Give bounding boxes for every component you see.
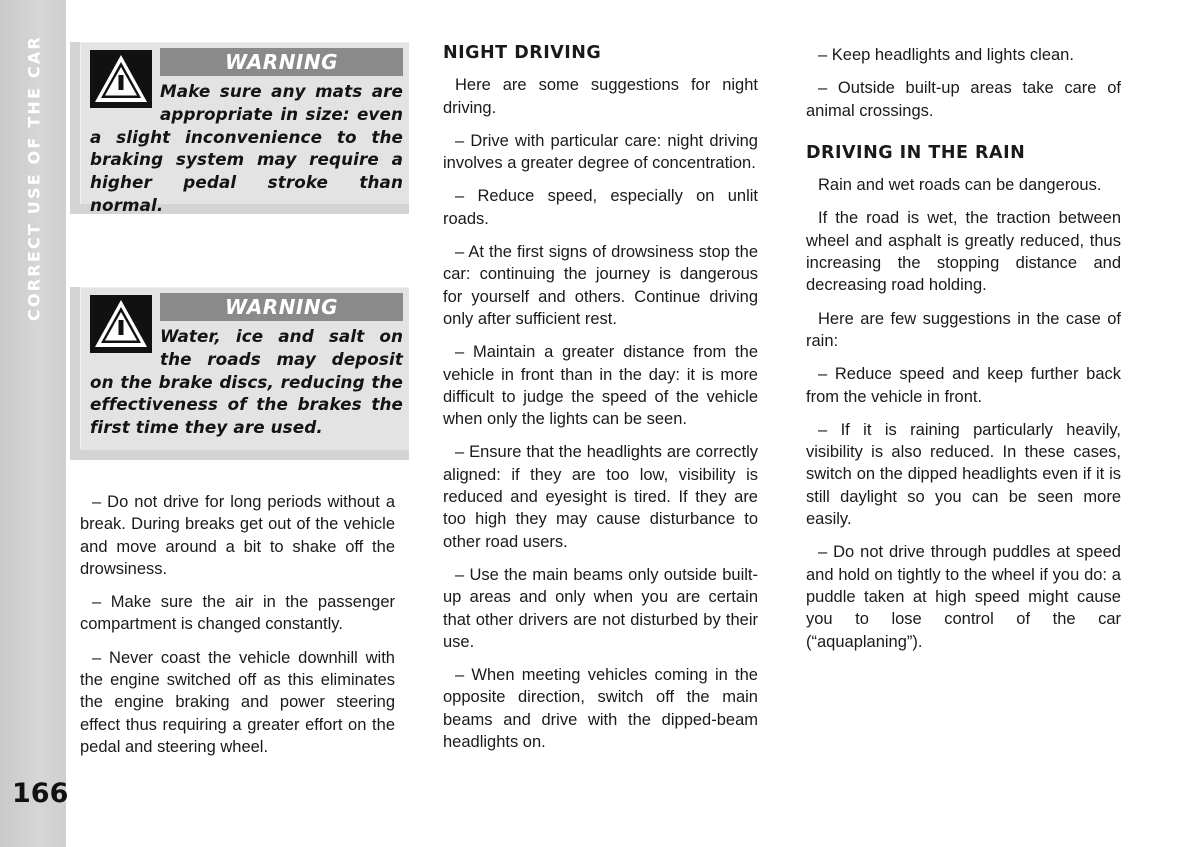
paragraph: – Do not drive through puddles at speed and hold on tightly to the wheel if you do: a puddle taken at high speed might cause you to lose control of the car (“aquaplaning”). (806, 543, 1121, 651)
paragraph: – Drive with particular care: night driving involves a greater degree of concentration. (443, 131, 758, 173)
section-heading: NIGHT DRIVING (443, 43, 602, 63)
paragraph: Rain and wet roads can be dangerous. (818, 176, 1102, 195)
paragraph: – If it is raining particularly heavily, visibility is also reduced. In these cases, switch on the dipped headlights even if it is still daylight so you can be seen more easily. (806, 420, 1121, 529)
warning-box-water-ice-salt (70, 287, 409, 460)
page-number: 166 (12, 778, 69, 809)
section-heading: DRIVING IN THE RAIN (806, 142, 1026, 163)
paragraph: – When meeting vehicles coming in the opposite direction, switch off the main beams and drive with the dipped-beam headlights on. (443, 666, 758, 752)
paragraph: – Keep headlights and lights clean. (818, 46, 1074, 64)
paragraph: If the road is wet, the traction between wheel and asphalt is greatly reduced, thus increasing the stopping distance and decreasing road holding. (806, 209, 1121, 295)
column-right-text (806, 44, 1121, 664)
section-label: CORRECT USE OF THE CAR (24, 35, 44, 321)
paragraph: – Maintain a greater distance from the vehicle in front than in the day: it is more difficult to judge the speed of the vehicle when only the lights can be seen. (443, 343, 758, 429)
column-left-text (80, 491, 395, 769)
sidebar-tab (0, 0, 69, 847)
paragraph: – Reduce speed, especially on unlit roads. (443, 187, 758, 228)
paragraph: – At the first signs of drowsiness stop the car: continuing the journey is dangerous for yourself and others. Continue driving only after sufficient rest. (443, 243, 758, 328)
paragraph: – Use the main beams only outside built-up areas and only when you are certain that other drivers are not disturbed by their use. (443, 565, 758, 651)
warning-panel (80, 287, 409, 450)
paragraph: – Never coast the vehicle downhill with the engine switched off as this eliminates the engine braking and power steering effect thus requiring a greater effort on the pedal and steering wheel. (80, 648, 395, 756)
warning-triangle-icon (90, 295, 152, 353)
night-driving-section (443, 42, 758, 764)
paragraph: – Outside built-up areas take care of animal crossings. (806, 79, 1121, 120)
warning-panel (80, 42, 409, 215)
warning-text: Water, ice and salt on the roads may deposit on the brake discs, reducing the effectiveness of the brakes the first time they are used. (90, 326, 403, 438)
paragraph: Here are some suggestions for night driving. (443, 76, 758, 117)
paragraph: – Reduce speed and keep further back from the vehicle in front. (806, 365, 1121, 406)
warning-text: Make sure any mats are appropriate in size: even a slight inconvenience to the braking system may require a higher pedal stroke than normal. (90, 81, 403, 215)
warning-title: WARNING (160, 48, 403, 76)
warning-title: WARNING (160, 293, 403, 321)
paragraph: – Make sure the air in the passenger compartment is changed constantly. (80, 593, 395, 634)
warning-triangle-icon (90, 50, 152, 108)
paragraph: Here are few suggestions in the case of rain: (806, 309, 1121, 350)
warning-box-mats (70, 42, 409, 214)
paragraph: – Do not drive for long periods without a break. During breaks get out of the vehicle and move around a bit to shake off the drowsiness. (80, 493, 395, 578)
paragraph: – Ensure that the headlights are correctly aligned: if they are too low, visibility is reduced and eyesight is tired. If they are too high they may cause disturbance to other road users. (443, 443, 758, 551)
